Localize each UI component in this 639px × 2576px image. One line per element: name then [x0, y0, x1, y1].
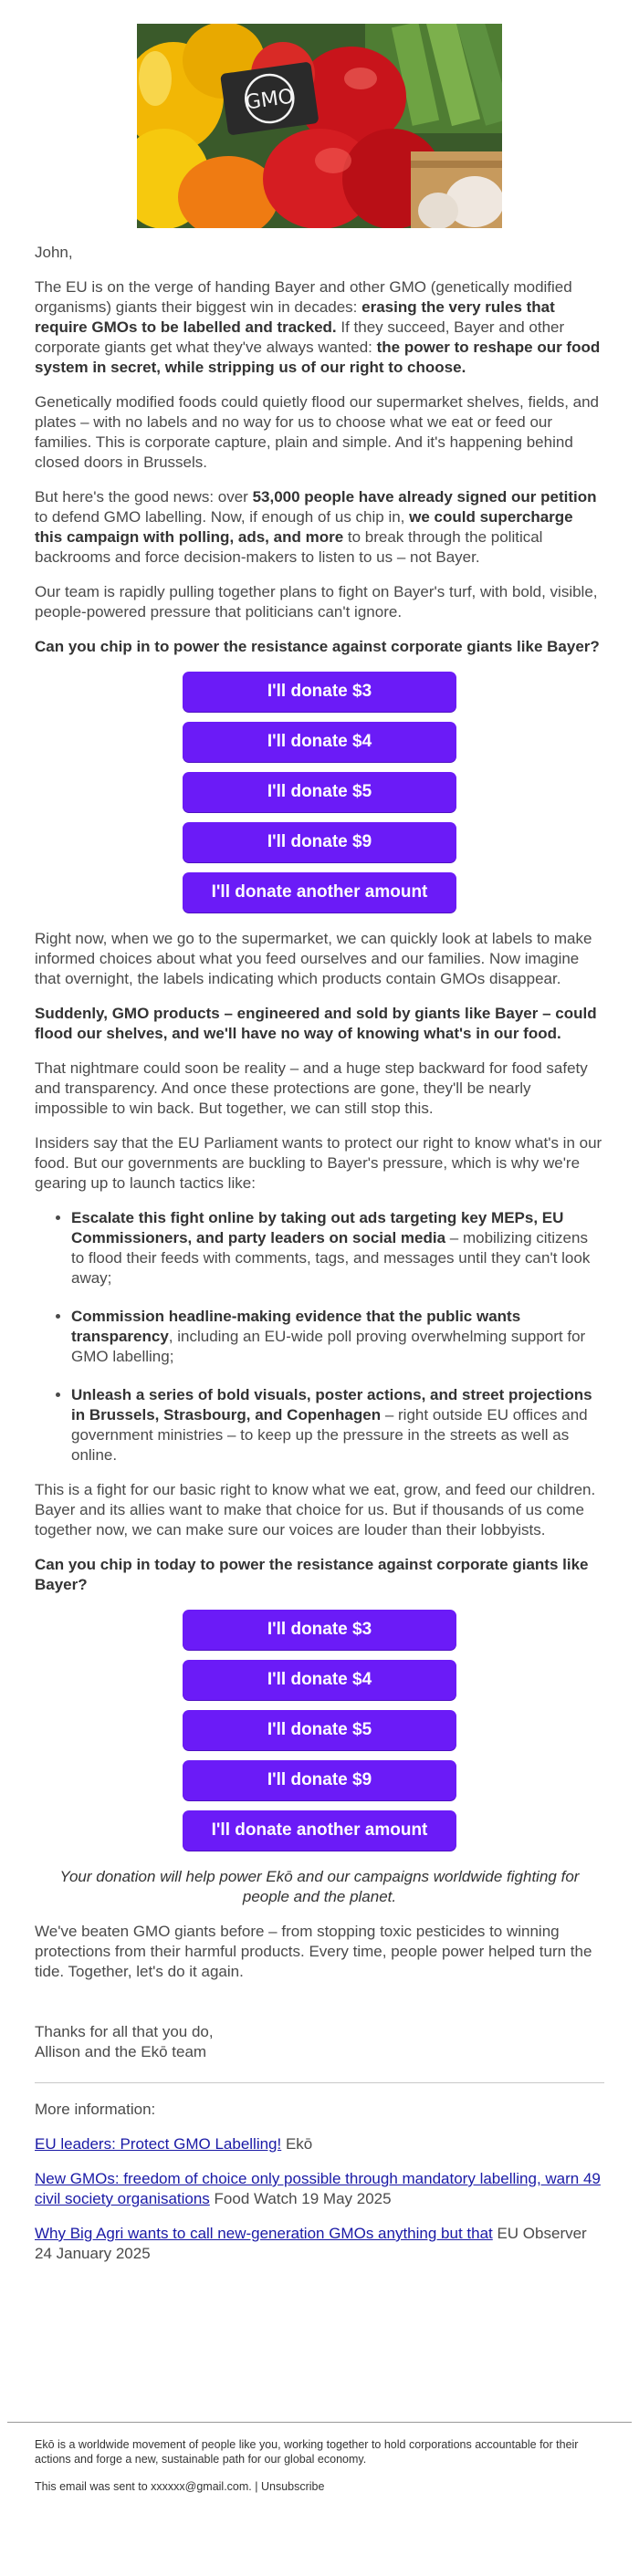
vegetables-photo: [137, 24, 502, 228]
paragraph-4: Our team is rapidly pulling together plans to fight on Bayer's turf, with bold, visible, people-powered pressure that politicians can't ignore.: [35, 583, 598, 621]
footer-sent-to: This email was sent to xxxxxx@gmail.com. | Unsubscribe: [35, 2480, 325, 2493]
list-item: • Unleash a series of bold visuals, poster actions, and street projections in Brussels, Strasbourg, and Copenhagen – right outside EU offices and government ministries – to keep up the pressure in the streets as well as online.: [71, 1385, 604, 1465]
greeting: John,: [35, 244, 73, 261]
paragraph-8: Insiders say that the EU Parliament wants to protect our right to know what's in our food. But our governments are buckling to Bayer's pressure, which is why we're gearing up to launch tactics like:: [35, 1134, 602, 1192]
donate-9-button[interactable]: I'll donate $9: [183, 1760, 456, 1800]
donate-4-button[interactable]: I'll donate $4: [183, 1660, 456, 1700]
paragraph-10: We've beaten GMO giants before – from stopping toxic pesticides to winning protections from their harmful products. Every time, people power helped turn the tide. Together, let's do it again.: [35, 1923, 592, 1980]
more-info-item: New GMOs: freedom of choice only possible through mandatory labelling, warn 49 civil society organisations Food Watch 19 May 2025: [35, 2170, 601, 2207]
svg-text:GMO: GMO: [244, 85, 296, 115]
paragraph-5: Right now, when we go to the supermarket, we can quickly look at labels to make informed choices about what you feed ourselves and our families. Now imagine that overnight, the labels indicating which products contain GMOs disappear.: [35, 930, 592, 987]
unsubscribe-link[interactable]: Unsubscribe: [260, 2480, 325, 2493]
donate-5-button[interactable]: I'll donate $5: [183, 1710, 456, 1750]
divider: [35, 2082, 604, 2083]
tactics-list: [35, 1208, 604, 1465]
link-new-gmos-freedom-of-choice[interactable]: New GMOs: freedom of choice only possible through mandatory labelling, warn 49 civil society organisations: [35, 2170, 601, 2207]
more-info-item: EU leaders: Protect GMO Labelling! Ekō: [35, 2135, 313, 2153]
paragraph-2: Genetically modified foods could quietly flood our supermarket shelves, fields, and plates – with no labels and no way for us to choose what we eat or feed our families. This is corporate capture, plain and simple. And it's happening behind closed doors in Brussels.: [35, 393, 600, 471]
donate-other-amount-button[interactable]: I'll donate another amount: [183, 872, 456, 913]
paragraph-9: This is a fight for our basic right to know what we eat, grow, and feed our children. Bayer and its allies want to make that choice for us. But if thousands of us come together now, we can make sure our voices are louder than their lobbyists.: [35, 1481, 596, 1538]
footer-about: Ekō is a worldwide movement of people like you, working together to hold corporations accountable for their actions and forge a new, sustainable path for our global economy.: [35, 2438, 579, 2466]
donate-3-button[interactable]: I'll donate $3: [183, 672, 456, 712]
donate-9-button[interactable]: I'll donate $9: [183, 822, 456, 862]
intro-paragraph: The EU is on the verge of handing Bayer and other GMO (genetically modified organisms) giants their biggest win in decades: erasing the very rules that require GMOs to be labelled and tracked. If they succeed, Bayer and other corporate giants get what they've always wanted: the power to reshape our food system in secret, while stripping us of our right to choose.: [35, 278, 601, 376]
donate-buttons-1: [183, 672, 456, 913]
donation-ask-1: Can you chip in to power the resistance against corporate giants like Bayer?: [35, 638, 600, 655]
donation-note: Your donation will help power Ekō and our campaigns worldwide fighting for people and the planet.: [59, 1868, 580, 1905]
more-info-item: Why Big Agri wants to call new-generation GMOs anything but that EU Observer 24 January 2025: [35, 2225, 587, 2262]
paragraph-7: That nightmare could soon be reality – and a huge step backward for food safety and transparency. And once these protections are gone, they'll be nearly impossible to win back. But together, we can still stop this.: [35, 1059, 588, 1117]
donate-3-button[interactable]: I'll donate $3: [183, 1610, 456, 1650]
email-footer: [7, 2422, 632, 2507]
hero-image: [137, 24, 502, 228]
list-item: • Commission headline-making evidence that the public wants transparency, including an EU-wide poll proving overwhelming support for GMO labelling;: [71, 1307, 604, 1367]
list-item: • Escalate this fight online by taking out ads targeting key MEPs, EU Commissioners, and party leaders on social media – mobilizing citizens to flood their feeds with comments, tags, and messages until they can't look away;: [71, 1208, 604, 1288]
donation-ask-2: Can you chip in today to power the resistance against corporate giants like Bayer?: [35, 1556, 589, 1593]
email-body: [35, 243, 604, 2279]
link-protect-gmo-labelling[interactable]: EU leaders: Protect GMO Labelling!: [35, 2135, 282, 2153]
recipient-email: xxxxxx@gmail.com: [151, 2480, 249, 2493]
gmo-chalkboard-sign: [220, 61, 319, 135]
more-info-heading: More information:: [35, 2101, 156, 2118]
donate-4-button[interactable]: I'll donate $4: [183, 722, 456, 762]
paragraph-6: Suddenly, GMO products – engineered and sold by giants like Bayer – could flood our shelves, and we'll have no way of knowing what's in our food.: [35, 1005, 597, 1042]
donate-other-amount-button[interactable]: I'll donate another amount: [183, 1810, 456, 1851]
donate-buttons-2: [183, 1610, 456, 1851]
donate-5-button[interactable]: I'll donate $5: [183, 772, 456, 812]
link-big-agri-new-gmos[interactable]: Why Big Agri wants to call new-generation GMOs anything but that: [35, 2225, 493, 2242]
more-information: [35, 2100, 604, 2264]
signoff: Thanks for all that you do, Allison and the Ekō team: [35, 2023, 214, 2060]
paragraph-3: But here's the good news: over 53,000 people have already signed our petition to defend GMO labelling. Now, if enough of us chip in, we could supercharge this campaign with polling, ads, and more to break through the political backrooms and force decision-makers to listen to us – not Bayer.: [35, 488, 597, 566]
